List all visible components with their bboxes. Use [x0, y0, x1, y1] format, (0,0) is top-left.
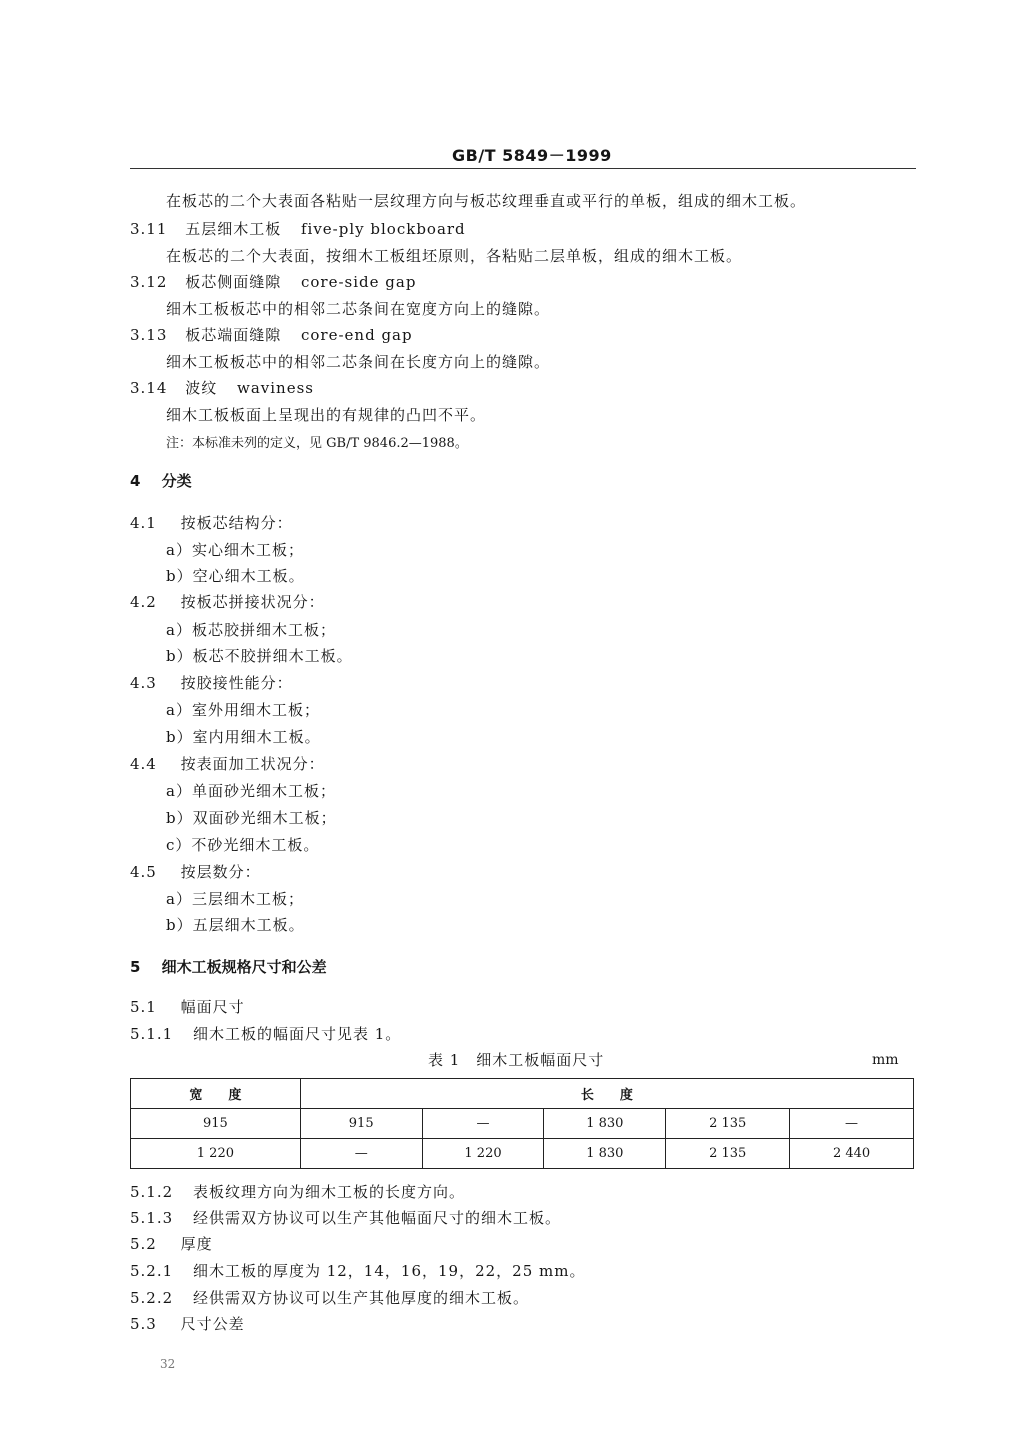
clause-title: 按层数分： [180, 863, 261, 881]
header-width: 宽 度 [131, 1079, 301, 1109]
list-item: b）五层细木工板。 [166, 916, 305, 934]
clause-text: 细木工板的幅面尺寸见表 1。 [192, 1025, 402, 1043]
table-cell: 915 [131, 1109, 301, 1139]
table-caption: 表 1 细木工板幅面尺寸 [428, 1051, 605, 1069]
header-rule [130, 168, 916, 169]
clause-title: 按胶接性能分： [180, 674, 293, 692]
table-unit: mm [872, 1052, 899, 1068]
definition-3-14 [130, 377, 314, 398]
list-item: b）双面砂光细木工板； [166, 809, 337, 827]
table-cell: 1 220 [131, 1139, 301, 1169]
section-5-heading [130, 956, 327, 977]
clause-number: 4.3 [130, 674, 157, 692]
definition-3-12 [130, 271, 416, 292]
clause-title: 按板芯结构分： [180, 514, 293, 532]
section-title: 分类 [161, 472, 192, 490]
clause-number: 5.1.3 [130, 1209, 174, 1227]
section-4-heading [130, 470, 192, 491]
clause-5-1 [130, 996, 245, 1017]
table-row [131, 1139, 914, 1169]
clause-text: 细木工板的厚度为 12，14，16，19，22，25 mm。 [192, 1262, 586, 1280]
clause-number: 4.2 [130, 593, 157, 611]
definition-3-13 [130, 324, 413, 345]
clause-5-1-1 [130, 1023, 401, 1044]
list-item: b）空心细木工板。 [166, 567, 305, 585]
table-cell: 1 220 [422, 1139, 544, 1169]
clause-text: 表板纹理方向为细木工板的长度方向。 [192, 1183, 465, 1201]
clause-number: 5.2.1 [130, 1262, 174, 1280]
clause-number: 5.2.2 [130, 1289, 174, 1307]
table-cell: 1 830 [544, 1109, 666, 1139]
table-row [131, 1109, 914, 1139]
clause-5-3 [130, 1313, 245, 1334]
clause-5-2 [130, 1233, 213, 1254]
clause-number: 3.13 [130, 326, 168, 344]
clause-number: 4.1 [130, 514, 157, 532]
clause-4-1 [130, 512, 293, 533]
list-item: a）室外用细木工板； [166, 701, 320, 719]
clause-number: 4.4 [130, 755, 157, 773]
clause-number: 5.1 [130, 998, 157, 1016]
clause-5-1-3 [130, 1207, 561, 1228]
definition-3-11 [130, 218, 466, 239]
term-english: core-side gap [300, 273, 417, 291]
clause-number: 3.14 [130, 379, 168, 397]
section-number: 5 [130, 958, 141, 976]
clause-4-3 [130, 672, 293, 693]
definition-3-14-text: 细木工板板面上呈现出的有规律的凸凹不平。 [166, 406, 487, 424]
clause-number: 5.2 [130, 1235, 157, 1253]
clause-4-5 [130, 861, 261, 882]
definition-3-11-text: 在板芯的二个大表面，按细木工板组坯原则，各粘贴二层单板，组成的细木工板。 [166, 247, 743, 265]
paragraph-3-10-continuation: 在板芯的二个大表面各粘贴一层纹理方向与板芯纹理垂直或平行的单板，组成的细木工板。 [166, 192, 807, 210]
clause-number: 3.12 [130, 273, 168, 291]
table-header-row [131, 1079, 914, 1109]
clause-title: 厚度 [180, 1235, 213, 1253]
clause-text: 经供需双方协议可以生产其他幅面尺寸的细木工板。 [192, 1209, 561, 1227]
term: 五层细木工板 [185, 220, 282, 238]
list-item: a）三层细木工板； [166, 890, 304, 908]
list-item: c）不砂光细木工板。 [166, 836, 320, 854]
table-cell: 2 440 [790, 1139, 914, 1169]
section-title: 细木工板规格尺寸和公差 [161, 958, 327, 976]
definition-3-13-text: 细木工板板芯中的相邻二芯条间在长度方向上的缝隙。 [166, 353, 551, 371]
clause-text: 经供需双方协议可以生产其他厚度的细木工板。 [192, 1289, 529, 1307]
clause-5-2-1 [130, 1260, 585, 1281]
term: 板芯端面缝隙 [185, 326, 282, 344]
clause-title: 按表面加工状况分： [180, 755, 325, 773]
note: 注：本标准未列的定义，见 GB/T 9846.2—1988。 [166, 436, 468, 451]
section-number: 4 [130, 472, 141, 490]
clause-5-2-2 [130, 1287, 529, 1308]
list-item: b）室内用细木工板。 [166, 728, 321, 746]
list-item: a）板芯胶拼细木工板； [166, 621, 336, 639]
table-cell: 2 135 [666, 1109, 790, 1139]
table-cell: — [790, 1109, 914, 1139]
table-cell: 1 830 [544, 1139, 666, 1169]
standard-number: GB/T 5849－1999 [452, 146, 612, 165]
clause-number: 3.11 [130, 220, 168, 238]
definition-3-12-text: 细木工板板芯中的相邻二芯条间在宽度方向上的缝隙。 [166, 300, 551, 318]
clause-5-1-2 [130, 1181, 465, 1202]
clause-4-4 [130, 753, 325, 774]
page-number: 32 [160, 1357, 176, 1371]
list-item: b）板芯不胶拼细木工板。 [166, 647, 353, 665]
table-cell: — [300, 1139, 422, 1169]
term-english: waviness [236, 379, 314, 397]
clause-title: 尺寸公差 [180, 1315, 245, 1333]
table-cell: — [422, 1109, 544, 1139]
header-length: 长 度 [300, 1079, 913, 1109]
table-1 [130, 1078, 914, 1169]
table-cell: 915 [300, 1109, 422, 1139]
clause-number: 5.3 [130, 1315, 157, 1333]
list-item: a）单面砂光细木工板； [166, 782, 336, 800]
clause-4-2 [130, 591, 325, 612]
clause-title: 幅面尺寸 [180, 998, 245, 1016]
term-english: five-ply blockboard [300, 220, 466, 238]
clause-title: 按板芯拼接状况分： [180, 593, 325, 611]
list-item: a）实心细木工板； [166, 541, 304, 559]
term: 波纹 [185, 379, 218, 397]
term: 板芯侧面缝隙 [185, 273, 282, 291]
clause-number: 4.5 [130, 863, 157, 881]
clause-number: 5.1.2 [130, 1183, 174, 1201]
table-cell: 2 135 [666, 1139, 790, 1169]
clause-number: 5.1.1 [130, 1025, 174, 1043]
term-english: core-end gap [300, 326, 413, 344]
